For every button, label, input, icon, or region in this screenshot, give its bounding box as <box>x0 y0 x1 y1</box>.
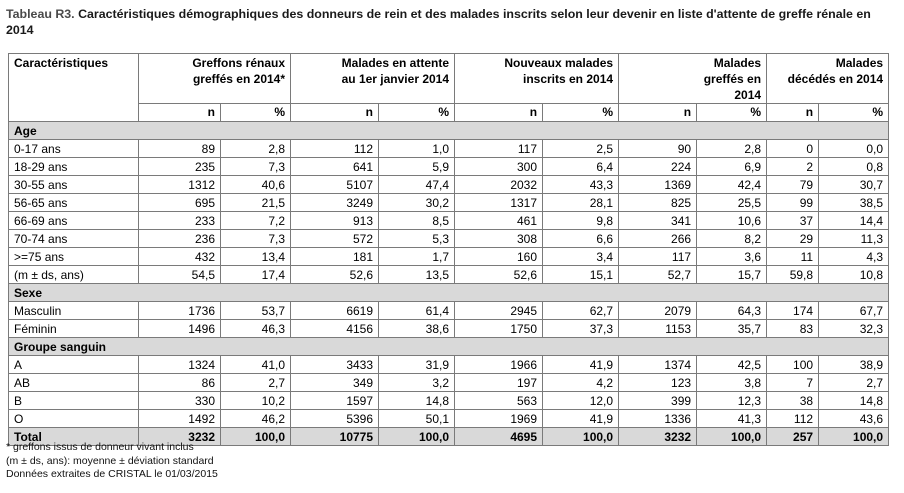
column-header: Malades en attente au 1er janvier 2014 <box>291 54 455 104</box>
table-cell: 25,5 <box>697 194 767 212</box>
table-cell: 7,2 <box>221 212 291 230</box>
table-cell: 3,4 <box>543 248 619 266</box>
table-cell: 266 <box>619 230 697 248</box>
subheader-n: n <box>291 104 379 122</box>
table-cell: 913 <box>291 212 379 230</box>
row-label: Féminin <box>9 320 139 338</box>
table-row <box>9 302 889 320</box>
row-label: Masculin <box>9 302 139 320</box>
table-cell: 52,7 <box>619 266 697 284</box>
data-table <box>8 53 889 446</box>
table-cell: 11 <box>767 248 819 266</box>
footnote: * greffons issus de donneur vivant inclus <box>6 441 194 453</box>
table-cell: 30,2 <box>379 194 455 212</box>
table-cell: 233 <box>139 212 221 230</box>
table-cell: 62,7 <box>543 302 619 320</box>
table-cell: 1597 <box>291 392 379 410</box>
table-cell: 330 <box>139 392 221 410</box>
table-cell: 9,8 <box>543 212 619 230</box>
table-row <box>9 356 889 374</box>
subheader-n: n <box>455 104 543 122</box>
row-label: 56-65 ans <box>9 194 139 212</box>
table-cell: 1496 <box>139 320 221 338</box>
table-cell: 563 <box>455 392 543 410</box>
table-cell: 2,7 <box>221 374 291 392</box>
table-cell: 3232 <box>139 428 221 446</box>
table-row <box>9 158 889 176</box>
table-cell: 12,3 <box>697 392 767 410</box>
table-cell: 0,0 <box>819 140 889 158</box>
column-header: Nouveaux malades inscrits en 2014 <box>455 54 619 104</box>
table-cell: 3433 <box>291 356 379 374</box>
table-cell: 160 <box>455 248 543 266</box>
footnotes <box>6 441 218 482</box>
table-cell: 13,4 <box>221 248 291 266</box>
table-row <box>9 410 889 428</box>
table-cell: 40,6 <box>221 176 291 194</box>
table-row <box>9 212 889 230</box>
table-cell: 86 <box>139 374 221 392</box>
table-cell: 11,3 <box>819 230 889 248</box>
column-header: Greffons rénaux greffés en 2014* <box>139 54 291 104</box>
table-cell: 3232 <box>619 428 697 446</box>
table-cell: 37 <box>767 212 819 230</box>
table-cell: 90 <box>619 140 697 158</box>
subheader-percent: % <box>543 104 619 122</box>
table-cell: 0,8 <box>819 158 889 176</box>
table-cell: 2,7 <box>819 374 889 392</box>
table-cell: 825 <box>619 194 697 212</box>
table-cell: 10,8 <box>819 266 889 284</box>
subheader-n: n <box>767 104 819 122</box>
row-label: Total <box>9 428 139 446</box>
table-cell: 35,7 <box>697 320 767 338</box>
table-cell: 2079 <box>619 302 697 320</box>
table-cell: 61,4 <box>379 302 455 320</box>
row-label: (m ± ds, ans) <box>9 266 139 284</box>
table-cell: 4,2 <box>543 374 619 392</box>
table-cell: 1492 <box>139 410 221 428</box>
table-cell: 1374 <box>619 356 697 374</box>
table-cell: 100,0 <box>819 428 889 446</box>
table-cell: 38 <box>767 392 819 410</box>
column-header: Malades greffés en 2014 <box>619 54 767 104</box>
table-cell: 3,6 <box>697 248 767 266</box>
table-cell: 349 <box>291 374 379 392</box>
row-label: 30-55 ans <box>9 176 139 194</box>
table-cell: 100 <box>767 356 819 374</box>
row-label: >=75 ans <box>9 248 139 266</box>
row-label: A <box>9 356 139 374</box>
footnote: Données extraites de CRISTAL le 01/03/2015 <box>6 468 218 480</box>
table-cell: 17,4 <box>221 266 291 284</box>
table-cell: 41,0 <box>221 356 291 374</box>
table-cell: 1336 <box>619 410 697 428</box>
table-cell: 197 <box>455 374 543 392</box>
table-cell: 8,2 <box>697 230 767 248</box>
row-label: 70-74 ans <box>9 230 139 248</box>
table-cell: 15,1 <box>543 266 619 284</box>
table-cell: 38,6 <box>379 320 455 338</box>
row-label: 0-17 ans <box>9 140 139 158</box>
table-row <box>9 248 889 266</box>
table-row <box>9 266 889 284</box>
table-cell: 235 <box>139 158 221 176</box>
table-cell: 7,3 <box>221 158 291 176</box>
table-cell: 10,2 <box>221 392 291 410</box>
table-cell: 8,5 <box>379 212 455 230</box>
table-cell: 6,9 <box>697 158 767 176</box>
table-cell: 1317 <box>455 194 543 212</box>
table-title: Caractéristiques démographiques des donneurs de rein et des malades inscrits selon leur devenir en liste d'attente de greffe rénale en 2014 <box>6 7 871 37</box>
table-cell: 1324 <box>139 356 221 374</box>
table-row <box>9 230 889 248</box>
table-cell: 257 <box>767 428 819 446</box>
table-cell: 2032 <box>455 176 543 194</box>
table-cell: 6619 <box>291 302 379 320</box>
table-cell: 89 <box>139 140 221 158</box>
table-cell: 50,1 <box>379 410 455 428</box>
table-row <box>9 392 889 410</box>
table-cell: 236 <box>139 230 221 248</box>
table-cell: 46,2 <box>221 410 291 428</box>
table-cell: 100,0 <box>697 428 767 446</box>
table-cell: 341 <box>619 212 697 230</box>
table-cell: 41,3 <box>697 410 767 428</box>
table-cell: 64,3 <box>697 302 767 320</box>
table-cell: 1,7 <box>379 248 455 266</box>
table-cell: 6,4 <box>543 158 619 176</box>
table-cell: 30,7 <box>819 176 889 194</box>
table-cell: 4,3 <box>819 248 889 266</box>
column-header: Caractéristiques <box>9 54 139 122</box>
table-cell: 5,3 <box>379 230 455 248</box>
table-cell: 7,3 <box>221 230 291 248</box>
table-cell: 461 <box>455 212 543 230</box>
table-cell: 1369 <box>619 176 697 194</box>
table-cell: 117 <box>619 248 697 266</box>
table-cell: 54,5 <box>139 266 221 284</box>
table-cell: 224 <box>619 158 697 176</box>
table-cell: 42,4 <box>697 176 767 194</box>
row-label: AB <box>9 374 139 392</box>
table-cell: 112 <box>767 410 819 428</box>
table-cell: 79 <box>767 176 819 194</box>
table-cell: 2,8 <box>697 140 767 158</box>
table-cell: 32,3 <box>819 320 889 338</box>
subheader-percent: % <box>819 104 889 122</box>
table-cell: 14,8 <box>819 392 889 410</box>
row-label: O <box>9 410 139 428</box>
table-cell: 21,5 <box>221 194 291 212</box>
table-cell: 10,6 <box>697 212 767 230</box>
table-cell: 1966 <box>455 356 543 374</box>
table-row <box>9 320 889 338</box>
section-row <box>9 284 889 302</box>
table-cell: 4695 <box>455 428 543 446</box>
table-cell: 2945 <box>455 302 543 320</box>
table-cell: 1969 <box>455 410 543 428</box>
table-cell: 100,0 <box>379 428 455 446</box>
section-title: Sexe <box>9 284 889 302</box>
section-row <box>9 338 889 356</box>
table-cell: 47,4 <box>379 176 455 194</box>
table-row <box>9 140 889 158</box>
table-cell: 100,0 <box>543 428 619 446</box>
table-cell: 59,8 <box>767 266 819 284</box>
table-cell: 641 <box>291 158 379 176</box>
table-cell: 5107 <box>291 176 379 194</box>
table-cell: 2,8 <box>221 140 291 158</box>
subheader-percent: % <box>697 104 767 122</box>
table-cell: 46,3 <box>221 320 291 338</box>
table-cell: 42,5 <box>697 356 767 374</box>
section-row <box>9 122 889 140</box>
subheader-row <box>9 104 889 122</box>
table-cell: 99 <box>767 194 819 212</box>
table-cell: 38,9 <box>819 356 889 374</box>
table-cell: 37,3 <box>543 320 619 338</box>
table-cell: 2,5 <box>543 140 619 158</box>
table-cell: 181 <box>291 248 379 266</box>
table-cell: 43,3 <box>543 176 619 194</box>
table-cell: 5,9 <box>379 158 455 176</box>
table-cell: 10775 <box>291 428 379 446</box>
footnote: (m ± ds, ans): moyenne ± déviation standard <box>6 454 214 467</box>
table-caption <box>6 6 898 38</box>
table-cell: 1736 <box>139 302 221 320</box>
section-title: Groupe sanguin <box>9 338 889 356</box>
table-cell: 38,5 <box>819 194 889 212</box>
table-cell: 5396 <box>291 410 379 428</box>
subheader-n: n <box>139 104 221 122</box>
table-cell: 7 <box>767 374 819 392</box>
table-cell: 1750 <box>455 320 543 338</box>
subheader-percent: % <box>379 104 455 122</box>
table-cell: 41,9 <box>543 356 619 374</box>
table-cell: 52,6 <box>291 266 379 284</box>
table-cell: 308 <box>455 230 543 248</box>
table-cell: 4156 <box>291 320 379 338</box>
table-cell: 53,7 <box>221 302 291 320</box>
table-row <box>9 176 889 194</box>
table-cell: 1,0 <box>379 140 455 158</box>
table-cell: 572 <box>291 230 379 248</box>
header-row <box>9 54 889 104</box>
table-cell: 12,0 <box>543 392 619 410</box>
table-cell: 52,6 <box>455 266 543 284</box>
table-cell: 1153 <box>619 320 697 338</box>
table-cell: 41,9 <box>543 410 619 428</box>
table-cell: 432 <box>139 248 221 266</box>
subheader-n: n <box>619 104 697 122</box>
table-cell: 695 <box>139 194 221 212</box>
table-cell: 112 <box>291 140 379 158</box>
table-cell: 43,6 <box>819 410 889 428</box>
row-label: B <box>9 392 139 410</box>
table-cell: 300 <box>455 158 543 176</box>
row-label: 18-29 ans <box>9 158 139 176</box>
table-cell: 14,4 <box>819 212 889 230</box>
table-number: Tableau R3. <box>6 7 75 21</box>
table-cell: 174 <box>767 302 819 320</box>
table-cell: 100,0 <box>221 428 291 446</box>
table-body <box>9 122 889 446</box>
table-cell: 3,8 <box>697 374 767 392</box>
table-cell: 123 <box>619 374 697 392</box>
table-cell: 15,7 <box>697 266 767 284</box>
table-row <box>9 194 889 212</box>
table-cell: 31,9 <box>379 356 455 374</box>
table-cell: 3249 <box>291 194 379 212</box>
table-cell: 29 <box>767 230 819 248</box>
table-cell: 2 <box>767 158 819 176</box>
table-cell: 117 <box>455 140 543 158</box>
table-cell: 3,2 <box>379 374 455 392</box>
row-label: 66-69 ans <box>9 212 139 230</box>
table-row <box>9 374 889 392</box>
column-header: Malades décédés en 2014 <box>767 54 889 104</box>
table-cell: 67,7 <box>819 302 889 320</box>
table-cell: 6,6 <box>543 230 619 248</box>
section-title: Age <box>9 122 889 140</box>
table-cell: 28,1 <box>543 194 619 212</box>
table-cell: 83 <box>767 320 819 338</box>
table-cell: 399 <box>619 392 697 410</box>
table-cell: 0 <box>767 140 819 158</box>
table-cell: 1312 <box>139 176 221 194</box>
table-cell: 14,8 <box>379 392 455 410</box>
table-cell: 13,5 <box>379 266 455 284</box>
subheader-percent: % <box>221 104 291 122</box>
